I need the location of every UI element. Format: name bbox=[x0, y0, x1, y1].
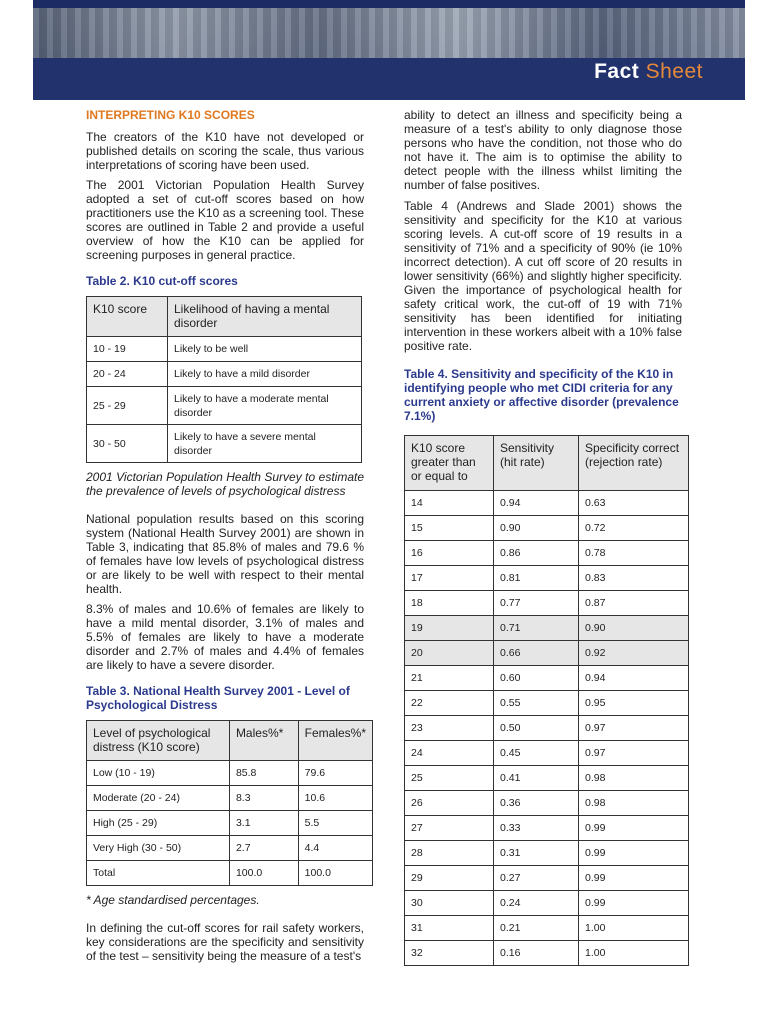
paragraph: The 2001 Victorian Population Health Survey adopted a set of cut-off scores based on how practitioners use the K10 as a screening tool. These scores are outlined in Table 2 and provide a useful overview of how the K10 can be applied for screening purposes in general practice. bbox=[86, 178, 364, 262]
table-cell: 85.8 bbox=[229, 761, 298, 786]
table-cell: 0.78 bbox=[579, 541, 689, 566]
table-cell: 32 bbox=[405, 941, 494, 966]
table-cell: 19 bbox=[405, 616, 494, 641]
table-cell: 20 - 24 bbox=[87, 362, 168, 387]
table-row-highlighted bbox=[405, 616, 689, 641]
table-row bbox=[405, 541, 689, 566]
table-cell: High (25 - 29) bbox=[87, 811, 230, 836]
fact-sheet-title bbox=[594, 60, 703, 84]
table-cell: 0.60 bbox=[494, 666, 579, 691]
table-cell: 0.99 bbox=[579, 816, 689, 841]
table-cell: 0.98 bbox=[579, 766, 689, 791]
table-cell: 0.95 bbox=[579, 691, 689, 716]
table-row bbox=[405, 516, 689, 541]
table-row bbox=[87, 786, 373, 811]
table-cell: 0.36 bbox=[494, 791, 579, 816]
table-cell: 29 bbox=[405, 866, 494, 891]
table-cell: 0.16 bbox=[494, 941, 579, 966]
table-row bbox=[405, 916, 689, 941]
table-cell: Low (10 - 19) bbox=[87, 761, 230, 786]
table-row bbox=[405, 591, 689, 616]
paragraph: ability to detect an illness and specificity being a measure of a test's ability to only diagnose those persons who have the condition, not those who do not have it. The aim is to optimise the ability to detect people with the illness whilst limiting the number of false positives. bbox=[404, 108, 682, 192]
table-row bbox=[405, 716, 689, 741]
table-cell: 0.81 bbox=[494, 566, 579, 591]
right-column bbox=[404, 108, 682, 966]
table4-title: Table 4. Sensitivity and specificity of the K10 in identifying people who met CIDI criteria for any current anxiety or affective disorder (prevalence 7.1%) bbox=[404, 367, 679, 423]
table-cell: 0.33 bbox=[494, 816, 579, 841]
table-header-row bbox=[405, 436, 689, 491]
table-cell: 0.72 bbox=[579, 516, 689, 541]
table-row bbox=[405, 841, 689, 866]
table3-footnote: * Age standardised percentages. bbox=[86, 893, 260, 907]
table-row bbox=[87, 362, 362, 387]
table-header-cell: K10 score greater than or equal to bbox=[405, 436, 494, 491]
table-cell: 22 bbox=[405, 691, 494, 716]
table-header-cell: K10 score bbox=[87, 297, 168, 337]
table-cell: 20 bbox=[405, 641, 494, 666]
table-cell: 28 bbox=[405, 841, 494, 866]
table-cell: 0.50 bbox=[494, 716, 579, 741]
table-cell: 0.31 bbox=[494, 841, 579, 866]
paragraph: The creators of the K10 have not developed or published details on scoring the scale, thus various interpretations of scoring have been used. bbox=[86, 130, 364, 172]
table-cell: 0.71 bbox=[494, 616, 579, 641]
table-cell: 15 bbox=[405, 516, 494, 541]
table-row bbox=[405, 891, 689, 916]
table-cell: 0.86 bbox=[494, 541, 579, 566]
title-word-sheet: Sheet bbox=[645, 60, 703, 83]
table2-caption: 2001 Victorian Population Health Survey to estimate the prevalence of levels of psychological distress bbox=[86, 470, 364, 498]
table-cell: 0.92 bbox=[579, 641, 689, 666]
table2-title: Table 2. K10 cut-off scores bbox=[86, 274, 238, 288]
table-row bbox=[405, 941, 689, 966]
table-header-cell: Males%* bbox=[229, 721, 298, 761]
table-cell: Likely to be well bbox=[168, 337, 362, 362]
table-cell: 0.27 bbox=[494, 866, 579, 891]
table-cell: 0.99 bbox=[579, 866, 689, 891]
table-row bbox=[405, 491, 689, 516]
table-cell: 0.98 bbox=[579, 791, 689, 816]
table-cell: 30 bbox=[405, 891, 494, 916]
table-header-cell: Females%* bbox=[298, 721, 372, 761]
table-cell: 24 bbox=[405, 741, 494, 766]
table-cell: Likely to have a moderate mental disorder bbox=[168, 387, 362, 425]
table-cell: Likely to have a mild disorder bbox=[168, 362, 362, 387]
table-header-row bbox=[87, 721, 373, 761]
table-row bbox=[87, 811, 373, 836]
table-cell: 0.83 bbox=[579, 566, 689, 591]
banner-photo bbox=[33, 0, 745, 58]
table-cell: Likely to have a severe mental disorder bbox=[168, 425, 362, 463]
table-row bbox=[405, 691, 689, 716]
table-cell: 0.41 bbox=[494, 766, 579, 791]
table-cell: 30 - 50 bbox=[87, 425, 168, 463]
table-cell: 8.3 bbox=[229, 786, 298, 811]
table-cell: Total bbox=[87, 861, 230, 886]
table-row bbox=[87, 836, 373, 861]
section-heading: INTERPRETING K10 SCORES bbox=[86, 108, 255, 122]
table-cell: 17 bbox=[405, 566, 494, 591]
paragraph: In defining the cut-off scores for rail safety workers, key considerations are the specificity and sensitivity of the test – sensitivity being the measure of a test's bbox=[86, 921, 364, 963]
table-cell: 0.24 bbox=[494, 891, 579, 916]
table4-sensitivity-specificity bbox=[404, 435, 689, 966]
table-cell: 0.77 bbox=[494, 591, 579, 616]
table-cell: 16 bbox=[405, 541, 494, 566]
table-row bbox=[405, 766, 689, 791]
table-cell: 25 - 29 bbox=[87, 387, 168, 425]
table-cell: 10.6 bbox=[298, 786, 372, 811]
table3-title: Table 3. National Health Survey 2001 - Level of Psychological Distress bbox=[86, 684, 350, 712]
table-row bbox=[405, 866, 689, 891]
table-cell: 2.7 bbox=[229, 836, 298, 861]
table-cell: 31 bbox=[405, 916, 494, 941]
table-cell: 0.21 bbox=[494, 916, 579, 941]
table-cell: 25 bbox=[405, 766, 494, 791]
table-cell: 26 bbox=[405, 791, 494, 816]
banner-top-stripe bbox=[33, 0, 745, 8]
header-banner bbox=[33, 0, 745, 100]
table-cell: 1.00 bbox=[579, 916, 689, 941]
table-cell: Very High (30 - 50) bbox=[87, 836, 230, 861]
table-cell: 0.55 bbox=[494, 691, 579, 716]
table-cell: 18 bbox=[405, 591, 494, 616]
table-cell: 3.1 bbox=[229, 811, 298, 836]
table-cell: 0.66 bbox=[494, 641, 579, 666]
table-cell: 0.90 bbox=[494, 516, 579, 541]
table-row bbox=[405, 791, 689, 816]
table-cell: 0.90 bbox=[579, 616, 689, 641]
table-cell: 100.0 bbox=[298, 861, 372, 886]
paragraph: National population results based on this scoring system (National Health Survey 2001) are shown in Table 3, indicating that 85.8% of males and 79.6 % of females have low levels of psychological distress or are likely to be well with respect to their mental health. bbox=[86, 512, 364, 596]
table-header-cell: Level of psychological distress (K10 score) bbox=[87, 721, 230, 761]
table-cell: 0.94 bbox=[494, 491, 579, 516]
table-cell: 0.97 bbox=[579, 741, 689, 766]
table-cell: 0.99 bbox=[579, 891, 689, 916]
table-cell: 1.00 bbox=[579, 941, 689, 966]
table-cell: 21 bbox=[405, 666, 494, 691]
table2-cutoff-scores bbox=[86, 296, 362, 463]
table3-distress-levels bbox=[86, 720, 373, 886]
table-row-highlighted bbox=[405, 641, 689, 666]
table-cell: 27 bbox=[405, 816, 494, 841]
table-cell: 0.99 bbox=[579, 841, 689, 866]
table-cell: 100.0 bbox=[229, 861, 298, 886]
paragraph: Table 4 (Andrews and Slade 2001) shows the sensitivity and specificity for the K10 at various scoring levels. A cut-off score of 19 results in a sensitivity of 71% and a specificity of 90% (ie 10% incorrect detection). A cut off score of 20 results in lower sensitivity (66%) and slightly higher specificity. Given the importance of psychological health for safety critical work, the cut-off of 19 with 71% sensitivity has been identified for initiating intervention in these workers albeit with a 10% false positive rate. bbox=[404, 199, 682, 353]
table-cell: 5.5 bbox=[298, 811, 372, 836]
table-cell: 0.94 bbox=[579, 666, 689, 691]
table-cell: 0.97 bbox=[579, 716, 689, 741]
table-row bbox=[405, 666, 689, 691]
table-header-row bbox=[87, 297, 362, 337]
table-row bbox=[87, 761, 373, 786]
table-row bbox=[87, 425, 362, 463]
table-row bbox=[405, 741, 689, 766]
table-header-cell: Specificity correct (rejection rate) bbox=[579, 436, 689, 491]
table-cell: 0.87 bbox=[579, 591, 689, 616]
table-row bbox=[87, 387, 362, 425]
table-row bbox=[405, 816, 689, 841]
table-header-cell: Sensitivity (hit rate) bbox=[494, 436, 579, 491]
table-row bbox=[87, 861, 373, 886]
table-row bbox=[405, 566, 689, 591]
table-cell: 4.4 bbox=[298, 836, 372, 861]
table-header-cell: Likelihood of having a mental disorder bbox=[168, 297, 362, 337]
paragraph: 8.3% of males and 10.6% of females are likely to have a mild mental disorder, 3.1% of males and 5.5% of females are likely to have a moderate disorder and 2.7% of males and 4.4% of females are likely to have a severe disorder. bbox=[86, 602, 364, 672]
table-cell: 23 bbox=[405, 716, 494, 741]
left-column bbox=[86, 106, 364, 969]
table-cell: 0.63 bbox=[579, 491, 689, 516]
table-row bbox=[87, 337, 362, 362]
table-cell: 0.45 bbox=[494, 741, 579, 766]
table-cell: 14 bbox=[405, 491, 494, 516]
table-cell: 10 - 19 bbox=[87, 337, 168, 362]
table-cell: Moderate (20 - 24) bbox=[87, 786, 230, 811]
title-word-fact: Fact bbox=[594, 60, 640, 83]
table-cell: 79.6 bbox=[298, 761, 372, 786]
